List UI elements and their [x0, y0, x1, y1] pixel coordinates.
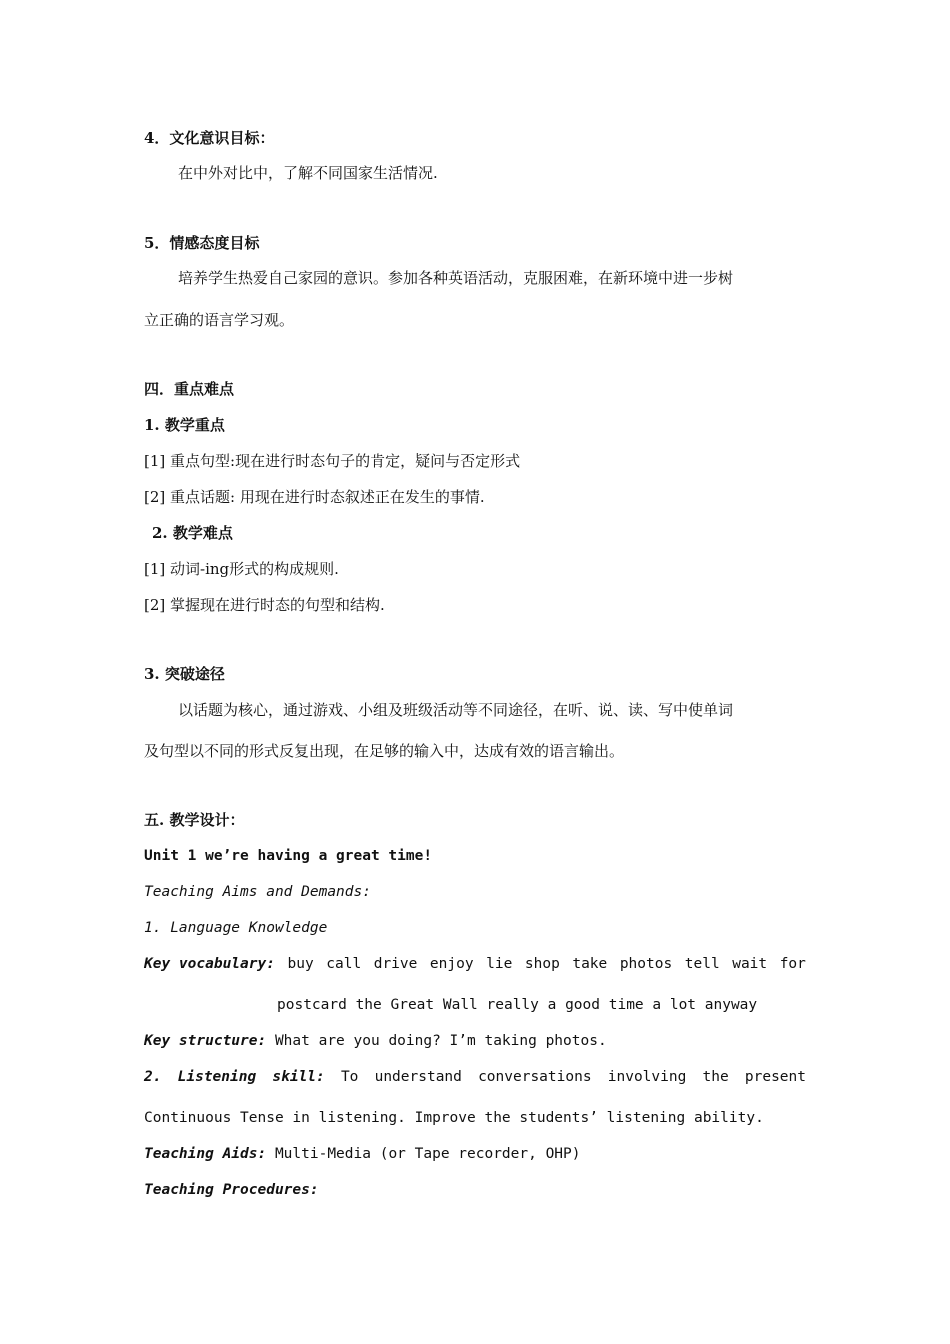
listening-word: present [744, 1069, 806, 1085]
vocab-word: lie [486, 956, 513, 972]
listening-word: To [340, 1069, 359, 1085]
vocab-word: wait [732, 956, 768, 972]
listening-skill-label-a: Listening [177, 1069, 257, 1085]
section-4-text: 在中外对比中，了解不同国家生活情况. [178, 164, 438, 182]
language-knowledge-heading: 1. Language Knowledge [144, 920, 328, 936]
listening-word: the [702, 1069, 729, 1085]
vocab-word: photos [619, 956, 673, 972]
section-5-text-line1: 培养学生热爱自己家园的意识。参加各种英语活动，克服困难，在新环境中进一步树 [178, 269, 734, 287]
teaching-focus-heading: 1. 教学重点 [144, 416, 225, 434]
listening-word: conversations [478, 1069, 592, 1085]
vocab-word: drive [373, 956, 418, 972]
listening-skill-line2: Continuous Tense in listening. Improve the students’ listening ability. [144, 1110, 764, 1126]
vocab-word: tell [684, 956, 720, 972]
teaching-procedures-heading: Teaching Procedures: [144, 1182, 319, 1198]
section-5-heading: 5．情感态度目标 [144, 234, 260, 252]
key-structure-line [144, 1031, 607, 1051]
key-difficult-heading: 四．重点难点 [144, 380, 235, 398]
listening-skill-line [144, 1067, 806, 1087]
teaching-aids-text: Multi-Media (or Tape recorder, OHP) [274, 1146, 581, 1162]
vocab-word: buy [287, 956, 314, 972]
teaching-aims-heading: Teaching Aims and Demands: [144, 884, 371, 900]
key-vocabulary-label: Key vocabulary: [144, 956, 275, 972]
section-4-heading: 4．文化意识目标： [144, 129, 275, 147]
approach-text-line1: 以话题为核心，通过游戏、小组及班级活动等不同途径，在听、说、读、写中使单词 [178, 701, 734, 719]
vocab-word: call [326, 956, 362, 972]
key-structure-text: What are you doing? I’m taking photos. [274, 1033, 607, 1049]
teaching-aids-line [144, 1144, 581, 1164]
approach-text-line2: 及句型以不同的形式反复出现，在足够的输入中，达成有效的语言输出。 [144, 742, 625, 760]
key-vocabulary-line2: postcard the Great Wall really a good time a lot anyway [277, 997, 758, 1013]
teaching-difficulty-item-2: [2] 掌握现在进行时态的句型和结构. [144, 596, 385, 614]
teaching-focus-item-2: [2] 重点话题: 用现在进行时态叙述正在发生的事情. [144, 488, 485, 506]
listening-word: involving [607, 1069, 687, 1085]
teaching-aids-label: Teaching Aids: [144, 1146, 267, 1162]
section-5-text-line2: 立正确的语言学习观。 [144, 311, 295, 329]
listening-word: understand [374, 1069, 462, 1085]
key-structure-label: Key structure: [144, 1033, 267, 1049]
teaching-difficulty-item-1: [1] 动词-ing形式的构成规则. [144, 560, 339, 578]
teaching-difficulty-heading: 2. 教学难点 [152, 524, 233, 542]
key-vocabulary-line [144, 954, 806, 974]
vocab-word: for [779, 956, 806, 972]
vocab-word: take [572, 956, 608, 972]
approach-heading: 3. 突破途径 [144, 665, 225, 683]
unit-title: Unit 1 we’re having a great time! [144, 848, 433, 864]
teaching-design-heading: 五. 教学设计： [144, 811, 245, 829]
teaching-focus-item-1: [1] 重点句型:现在进行时态句子的肯定，疑问与否定形式 [144, 452, 521, 470]
vocab-word: enjoy [429, 956, 474, 972]
vocab-word: shop [524, 956, 560, 972]
listening-skill-label-b: skill: [272, 1069, 325, 1085]
listening-skill-number: 2. [144, 1069, 162, 1085]
